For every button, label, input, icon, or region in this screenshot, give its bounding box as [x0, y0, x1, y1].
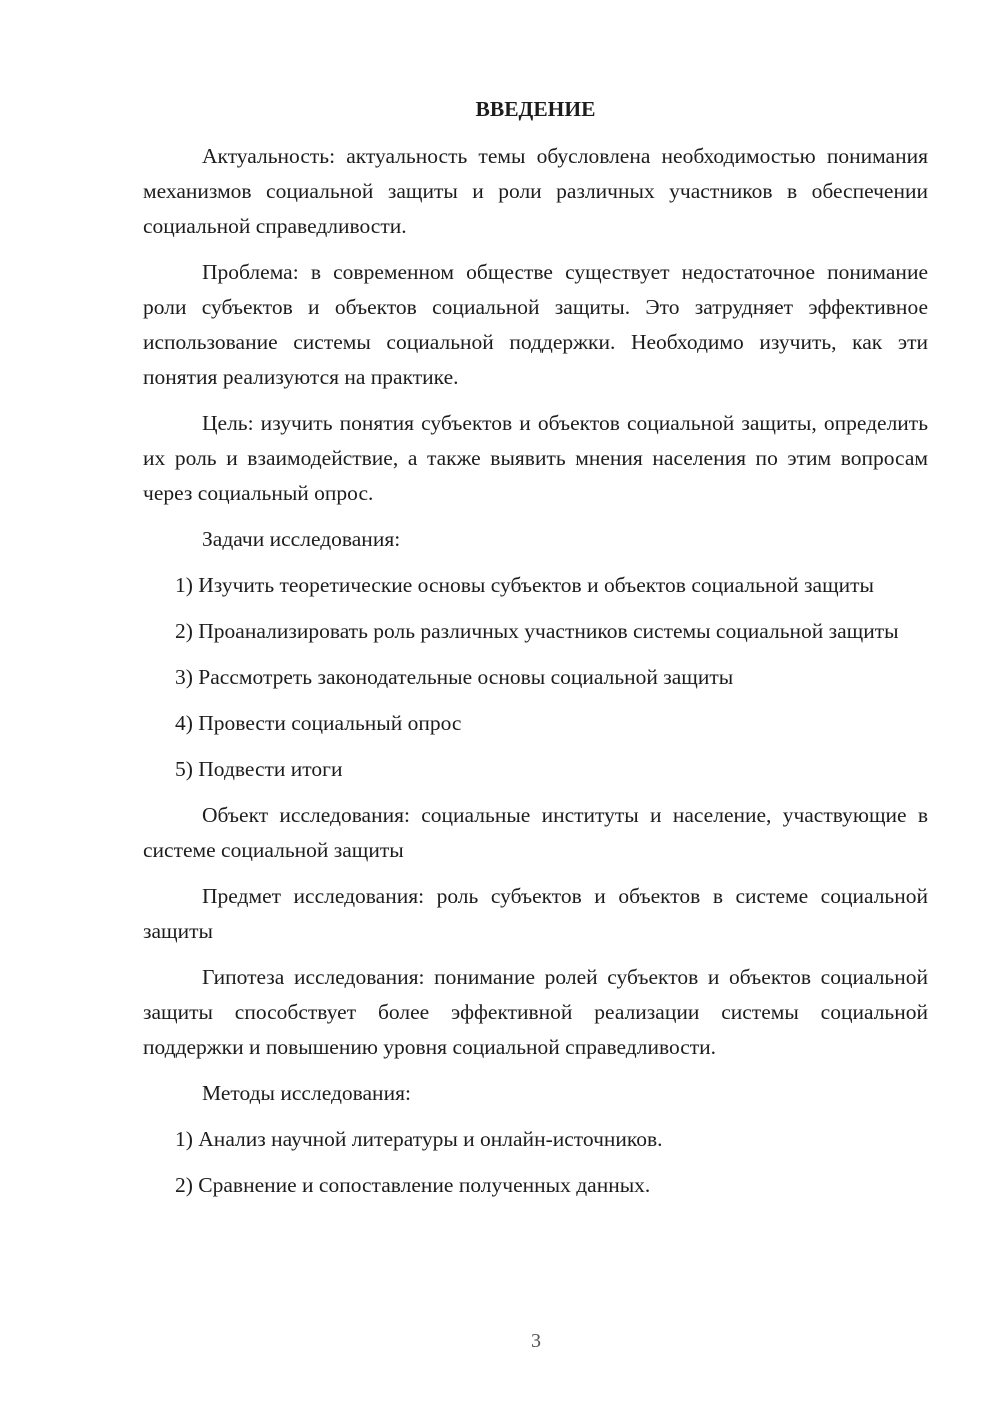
subject-paragraph: Предмет исследования: роль субъектов и объектов в системе социальной защиты: [143, 884, 928, 943]
problem-paragraph: Проблема: в современном обществе существует недостаточное понимание роли субъектов и объектов социальной защиты. Это затрудняет эффективное использование системы социальной поддержки. Необходимо изучить, как эти понятия реализуются на практике.: [143, 260, 928, 389]
task-item: 5) Подвести итоги: [175, 757, 343, 781]
page-number: 3: [531, 1330, 541, 1352]
actuality-paragraph: Актуальность: актуальность темы обусловлена необходимостью понимания механизмов социальной защиты и роли различных участников в обеспечении социальной справедливости.: [143, 144, 928, 238]
tasks-heading: Задачи исследования:: [202, 527, 401, 551]
methods-heading: Методы исследования:: [202, 1081, 411, 1105]
method-item: 1) Анализ научной литературы и онлайн-источников.: [175, 1127, 663, 1151]
goal-paragraph: Цель: изучить понятия субъектов и объектов социальной защиты, определить их роль и взаимодействие, а также выявить мнения населения по этим вопросам через социальный опрос.: [143, 411, 928, 505]
task-item: 4) Провести социальный опрос: [175, 711, 462, 735]
task-item: 3) Рассмотреть законодательные основы социальной защиты: [175, 665, 734, 689]
task-item: 2) Проанализировать роль различных участников системы социальной защиты: [175, 619, 899, 643]
object-paragraph: Объект исследования: социальные институты и население, участвующие в системе социальной защиты: [143, 803, 928, 862]
page-title: ВВЕДЕНИЕ: [475, 97, 596, 121]
method-item: 2) Сравнение и сопоставление полученных данных.: [175, 1173, 651, 1197]
document-page: [143, 92, 928, 1214]
hypothesis-paragraph: Гипотеза исследования: понимание ролей субъектов и объектов социальной защиты способствует более эффективной реализации системы социальной поддержки и повышению уровня социальной справедливости.: [143, 965, 928, 1059]
task-item: 1) Изучить теоретические основы субъектов и объектов социальной защиты: [175, 573, 874, 597]
